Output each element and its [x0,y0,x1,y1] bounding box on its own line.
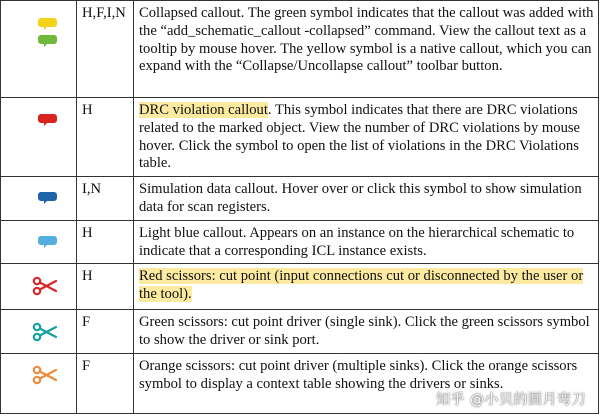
highlighted-term: DRC violation callout [139,102,268,118]
highlighted-term: Red scissors: cut point (input connections cut or disconnected by the user or the tool). [139,268,584,303]
code-cell: H [77,220,134,264]
description-cell: Green scissors: cut point driver (single sink). Click the green scissors symbol to show the driver or sink port. [134,310,599,354]
description-cell: Light blue callout. Appears on an instance on the hierarchical schematic to indicate that a corresponding ICL instance exists. [134,220,599,264]
icon-cell [1,220,77,264]
icon-cell [1,310,77,354]
description-cell [134,98,599,177]
watermark: 知乎 @小贝的圆月弯刀 [436,392,586,408]
description-cell: Orange scissors: cut point driver (multiple sinks). Click the orange scissors symbol to display a context table showing the drivers or sinks. [134,354,599,414]
red-scissors-icon [32,276,58,296]
table-row [1,1,599,98]
code-cell: F [77,354,134,414]
light-blue-callout-icon [37,233,59,251]
icon-cell [1,177,77,221]
red-callout-icon [37,111,59,129]
icon-cell [1,354,77,414]
code-cell: H [77,264,134,310]
icon-cell [1,1,77,98]
dark-blue-callout-icon [37,189,59,207]
description-cell: Collapsed callout. The green symbol indicates that the callout was added with the “add_schematic_callout -collapsed” command. View the callout text as a tooltip by mouse hover. The yellow symbol is a native callout, which you can expand with the “Collapse/Uncollapse callout” toolbar button. [134,1,599,98]
description-cell [134,264,599,310]
table-row [1,98,599,177]
description-text: . This symbol indicates that there are DRC violations related to the marked object. View the number of DRC violations by mouse hover. Click the symbol to open the list of violations in the DRC Violations table. [139,102,581,172]
table-row [1,310,599,354]
orange-scissors-icon [32,365,58,385]
green-scissors-icon [32,322,58,342]
table-row [1,264,599,310]
code-cell: H,F,I,N [77,1,134,98]
description-cell: Simulation data callout. Hover over or click this symbol to show simulation data for scan registers. [134,177,599,221]
code-cell: H [77,98,134,177]
table-row [1,220,599,264]
icon-cell [1,264,77,310]
table-row [1,177,599,221]
code-cell: F [77,310,134,354]
icon-cell [1,98,77,177]
code-cell: I,N [77,177,134,221]
green-yellow-callout-icon [37,15,59,49]
